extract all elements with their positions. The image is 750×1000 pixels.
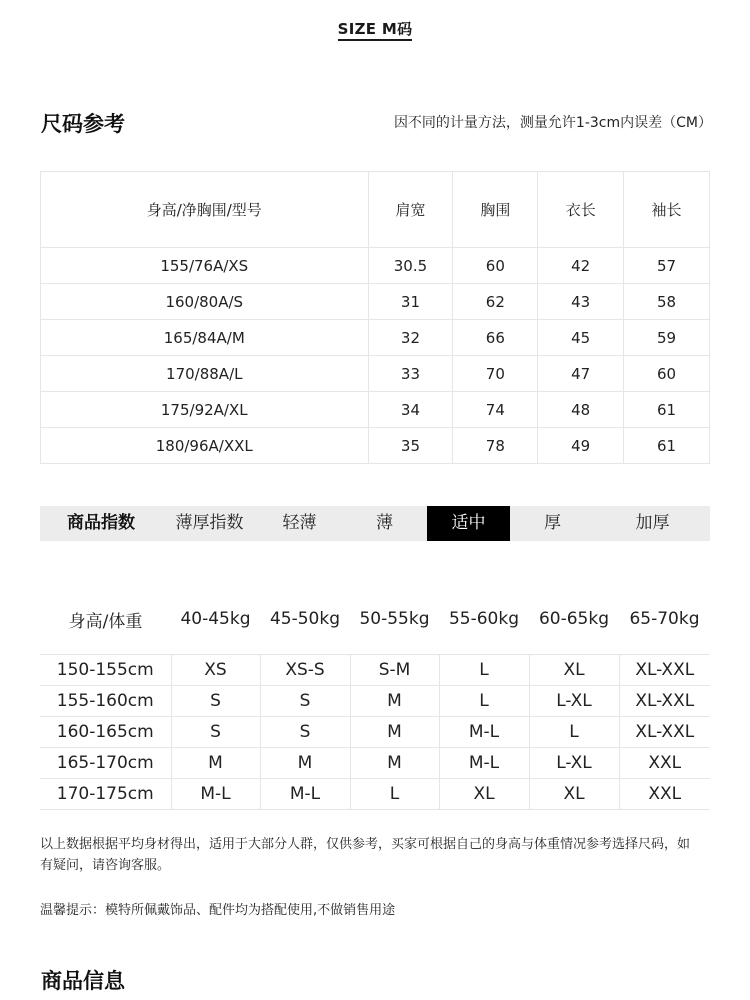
table-cell: 62 xyxy=(453,284,538,320)
header-cell: 45-50kg xyxy=(269,609,341,629)
table-cell: 155-160cm xyxy=(40,686,171,717)
header-cell: 65-70kg xyxy=(629,609,700,629)
table-cell: M-L xyxy=(171,779,260,810)
table-cell: 155/76A/XS xyxy=(41,248,369,284)
table-row xyxy=(41,428,710,464)
table-cell: 61 xyxy=(624,428,710,464)
table-cell: 170/88A/L xyxy=(41,356,369,392)
table-cell: 31 xyxy=(368,284,453,320)
header-cell: 50-55kg xyxy=(359,609,430,629)
table-cell: 78 xyxy=(453,428,538,464)
table-cell: 30.5 xyxy=(368,248,453,284)
table-cell: 150-155cm xyxy=(40,655,171,686)
header-cell: 胸围 xyxy=(453,172,538,248)
table-cell: L xyxy=(350,779,439,810)
size-reference-title: 尺码参考 xyxy=(41,112,125,136)
table-row xyxy=(40,717,710,748)
product-info-title: 商品信息 xyxy=(41,969,125,993)
table-cell: 66 xyxy=(453,320,538,356)
table-row xyxy=(40,748,710,779)
header-cell: 肩宽 xyxy=(368,172,453,248)
table-cell: 175/92A/XL xyxy=(41,392,369,428)
table-cell: L xyxy=(439,655,529,686)
table-cell: S xyxy=(171,717,260,748)
measurement-note: 因不同的计量方法，测量允许1-3cm内误差（CM） xyxy=(393,115,712,131)
table-cell: 165/84A/M xyxy=(41,320,369,356)
table-cell: 60 xyxy=(453,248,538,284)
table-cell: 165-170cm xyxy=(40,748,171,779)
table-cell: XS-S xyxy=(260,655,350,686)
table-cell: M xyxy=(350,686,439,717)
table-cell: XL-XXL xyxy=(619,686,710,717)
table-cell: 45 xyxy=(538,320,624,356)
table-cell: 160-165cm xyxy=(40,717,171,748)
table-cell: 48 xyxy=(538,392,624,428)
weight-table-header xyxy=(40,594,710,644)
table-cell: M xyxy=(350,717,439,748)
table-cell: L xyxy=(529,717,619,748)
table-cell: S-M xyxy=(350,655,439,686)
table-cell: XL xyxy=(439,779,529,810)
model-accessory-tip: 温馨提示：模特所佩戴饰品、配件均为搭配使用,不做销售用途 xyxy=(40,903,396,918)
thickness-option-medium-selected: 适中 xyxy=(427,506,510,541)
table-cell: M-L xyxy=(439,748,529,779)
table-cell: M xyxy=(171,748,260,779)
table-cell: M-L xyxy=(439,717,529,748)
table-cell: 60 xyxy=(624,356,710,392)
table-cell: 70 xyxy=(453,356,538,392)
table-cell: XL-XXL xyxy=(619,655,710,686)
table-cell: 42 xyxy=(538,248,624,284)
table-cell: L-XL xyxy=(529,748,619,779)
thickness-option-index: 薄厚指数 xyxy=(175,513,244,533)
table-row xyxy=(41,284,710,320)
table-row xyxy=(40,686,710,717)
thickness-label: 商品指数 xyxy=(67,513,135,533)
table-cell: 35 xyxy=(368,428,453,464)
table-cell: 33 xyxy=(368,356,453,392)
table-cell: 74 xyxy=(453,392,538,428)
table-cell: 49 xyxy=(538,428,624,464)
size-table-header xyxy=(41,172,710,248)
table-cell: M xyxy=(260,748,350,779)
table-cell: XS xyxy=(171,655,260,686)
header-cell: 衣长 xyxy=(538,172,624,248)
header-cell: 袖长 xyxy=(624,172,710,248)
header-cell: 40-45kg xyxy=(180,609,251,629)
table-cell: 61 xyxy=(624,392,710,428)
header-cell: 身高/体重 xyxy=(68,611,143,632)
table-cell: XXL xyxy=(619,748,710,779)
header-cell: 身高/净胸围/型号 xyxy=(41,172,369,248)
table-cell: 59 xyxy=(624,320,710,356)
table-cell: 58 xyxy=(624,284,710,320)
thickness-option-extra-thick: 加厚 xyxy=(635,513,670,533)
header-cell: 55-60kg xyxy=(448,609,520,629)
table-row xyxy=(41,392,710,428)
thickness-index-bar xyxy=(40,506,710,541)
table-cell: 180/96A/XXL xyxy=(41,428,369,464)
table-cell: XL-XXL xyxy=(619,717,710,748)
header-cell: 60-65kg xyxy=(538,609,610,629)
table-cell: XL xyxy=(529,779,619,810)
table-cell: XL xyxy=(529,655,619,686)
table-row xyxy=(40,779,710,810)
table-cell: M-L xyxy=(260,779,350,810)
size-label-text: SIZE M码 xyxy=(338,20,413,41)
table-cell: 43 xyxy=(538,284,624,320)
spacer xyxy=(40,644,710,655)
table-cell: 170-175cm xyxy=(40,779,171,810)
table-cell: 34 xyxy=(368,392,453,428)
table-cell: S xyxy=(260,717,350,748)
table-cell: XXL xyxy=(619,779,710,810)
table-cell: 32 xyxy=(368,320,453,356)
table-row xyxy=(41,248,710,284)
size-description: 以上数据根据平均身材得出，适用于大部分人群，仅供参考，买家可根据自己的身高与体重情况参考选择尺码，如有疑问，请咨询客服。 xyxy=(40,837,691,873)
table-cell: L xyxy=(439,686,529,717)
table-cell: M xyxy=(350,748,439,779)
table-cell: L-XL xyxy=(529,686,619,717)
table-cell: S xyxy=(171,686,260,717)
table-row xyxy=(41,320,710,356)
table-cell: S xyxy=(260,686,350,717)
thickness-option-thin: 薄 xyxy=(376,513,393,533)
table-cell: 57 xyxy=(624,248,710,284)
size-table xyxy=(40,171,710,464)
size-label xyxy=(0,18,750,39)
thickness-option-thick: 厚 xyxy=(544,513,561,533)
table-cell: 47 xyxy=(538,356,624,392)
table-row xyxy=(40,655,710,686)
thickness-option-light: 轻薄 xyxy=(282,513,317,533)
height-weight-table xyxy=(40,594,710,810)
table-cell: 160/80A/S xyxy=(41,284,369,320)
table-row xyxy=(41,356,710,392)
